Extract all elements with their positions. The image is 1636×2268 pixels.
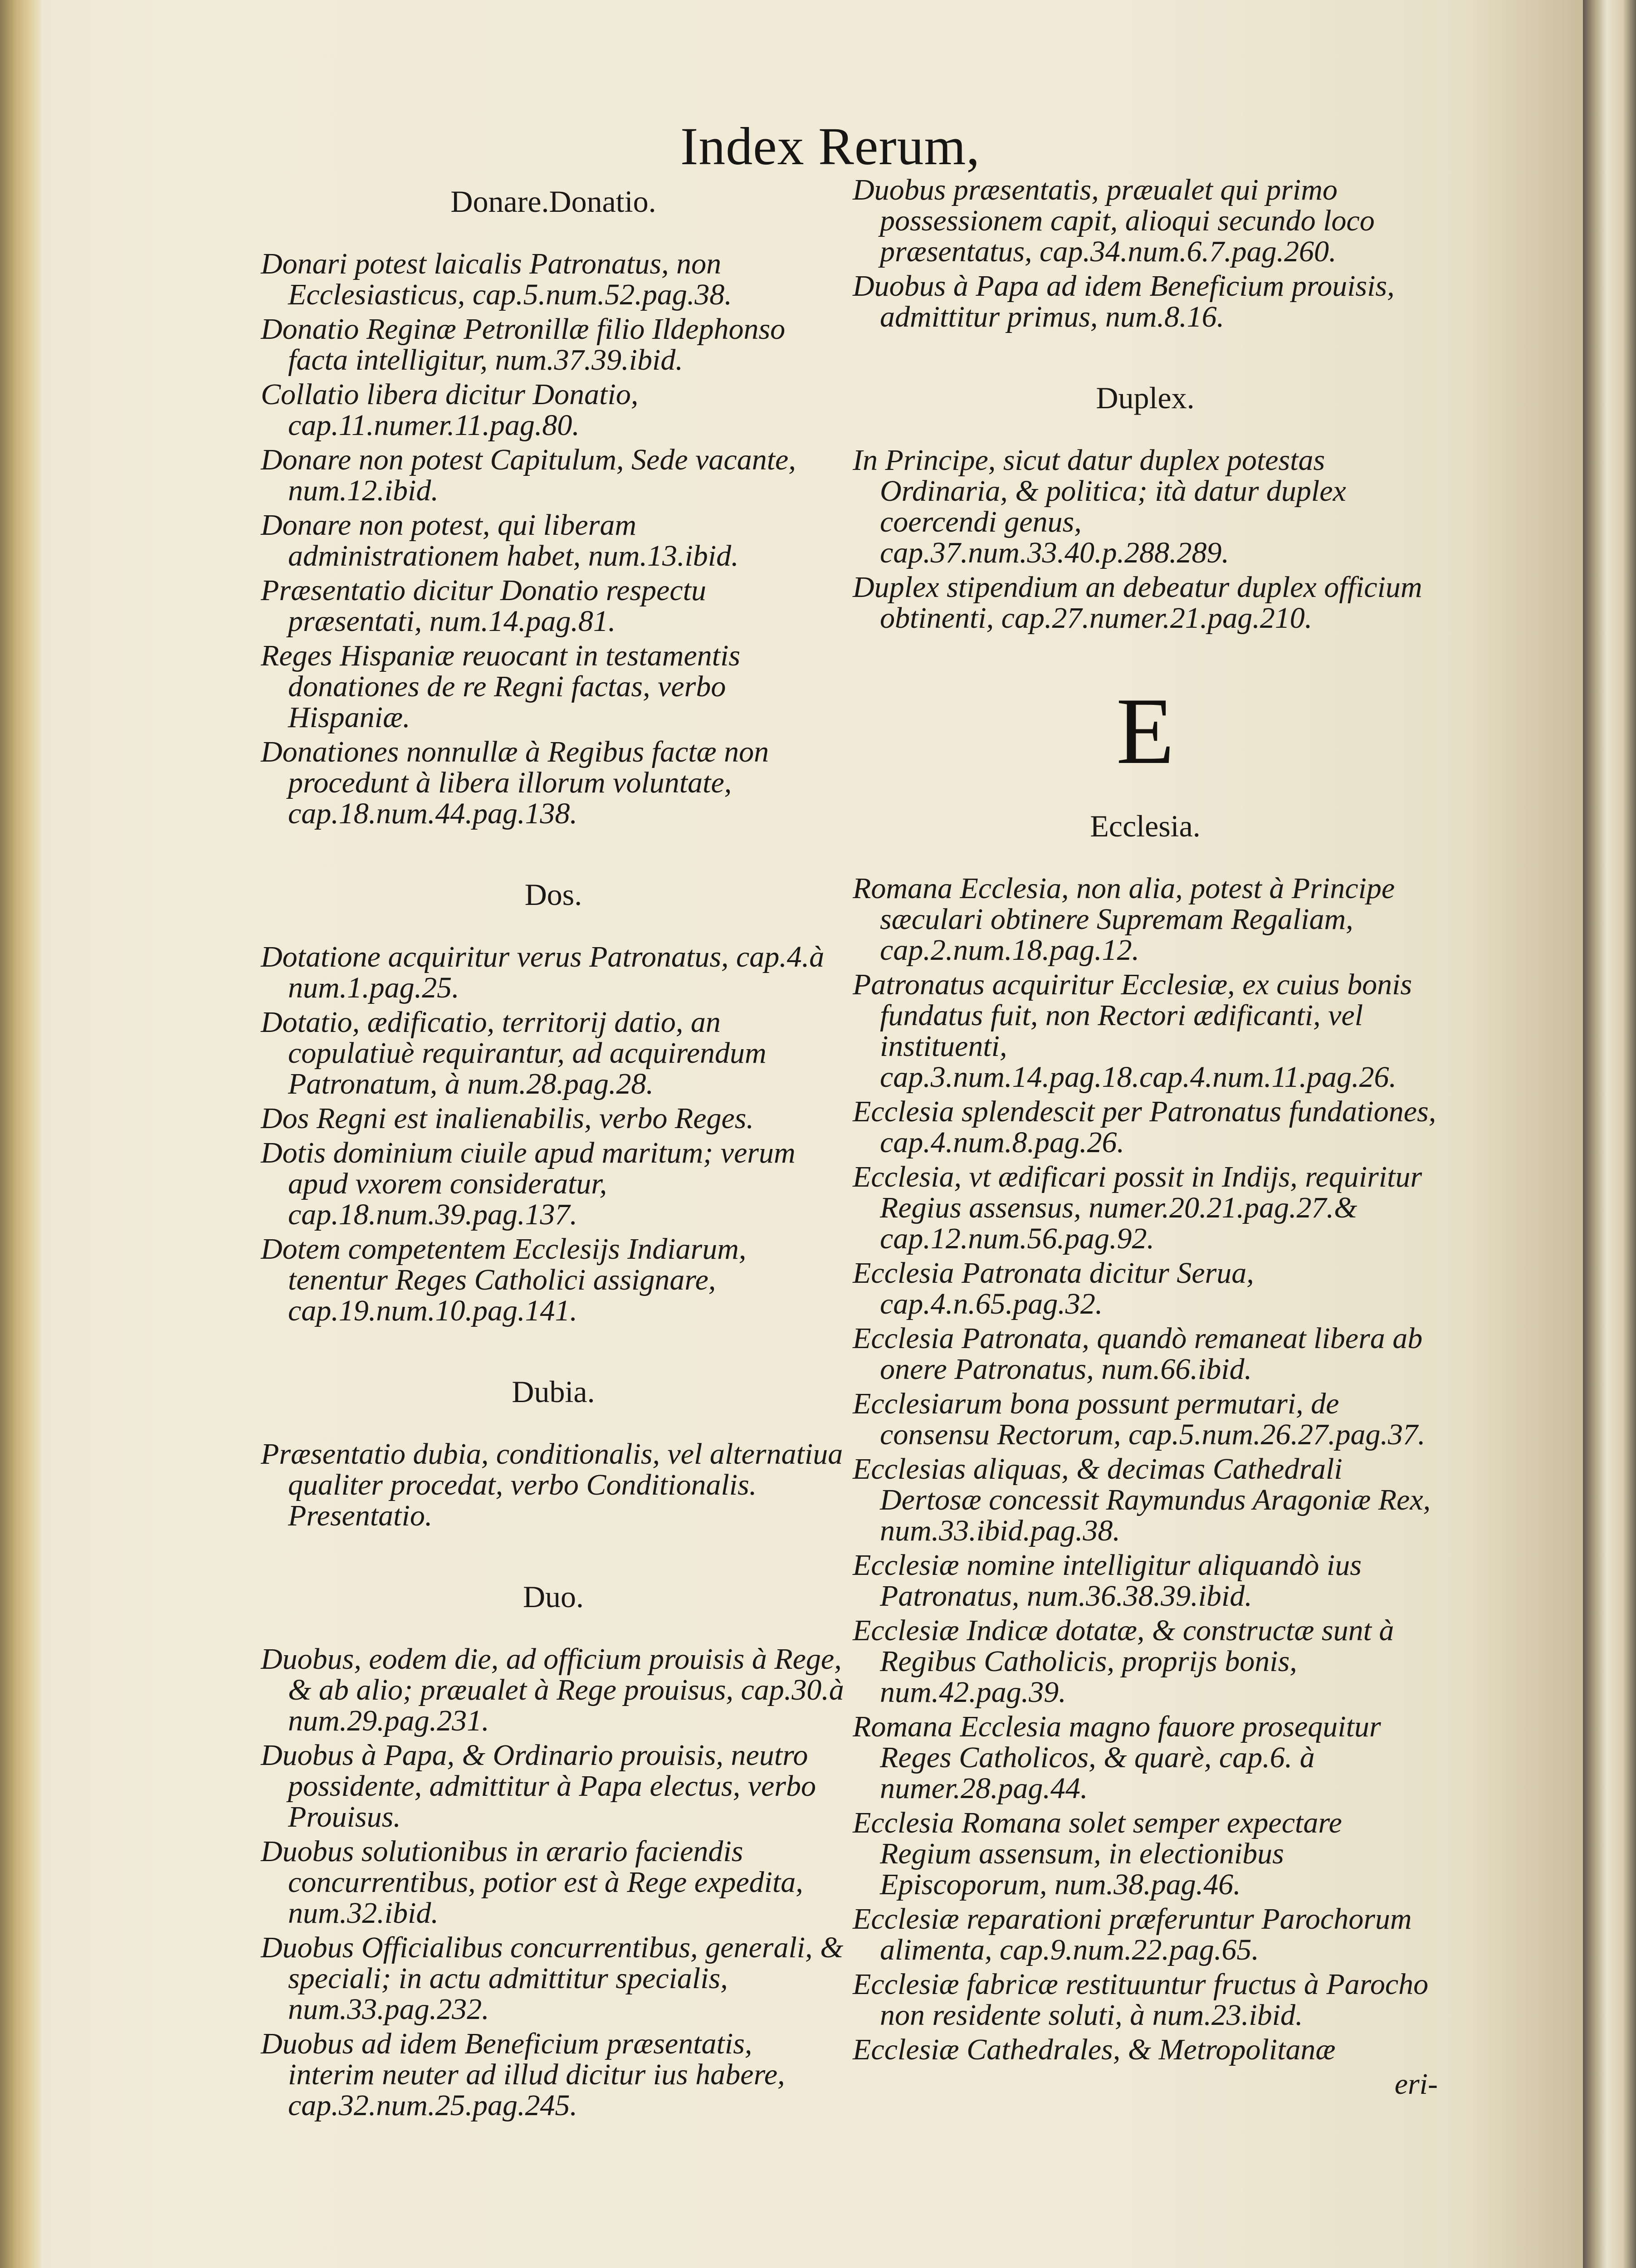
index-entry: Ecclesia, vt ædificari possit in Indijs, requiritur Regius assensus, numer.20.21.pag.27.& cap.12.num.56.pag.92. bbox=[853, 1160, 1422, 1255]
index-entry: Duobus Officialibus concurrentibus, generali, & speciali; in actu admittitur specialis, num.33.pag.232. bbox=[261, 1931, 844, 2026]
right-page-edge bbox=[1583, 0, 1636, 2268]
index-entry: Duobus præsentatis, præualet qui primo possessionem capit, alioqui secundo loco præsentatus, cap.34.num.6.7.pag.260. bbox=[853, 173, 1375, 268]
section-heading: Donare.Donatio. bbox=[450, 184, 656, 219]
index-entry: Dos Regni est inalienabilis, verbo Reges. bbox=[261, 1102, 754, 1135]
section-heading: Dubia. bbox=[512, 1374, 595, 1409]
index-entry: Donatio Reginæ Petronillæ filio Ildephonso facta intelligitur, num.37.39.ibid. bbox=[261, 313, 786, 376]
left-column bbox=[261, 186, 846, 2125]
index-entry: Duplex stipendium an debeatur duplex officium obtinenti, cap.27.numer.21.pag.210. bbox=[853, 571, 1422, 635]
index-entry: Ecclesia splendescit per Patronatus fundationes, cap.4.num.8.pag.26. bbox=[853, 1095, 1436, 1159]
index-entry: Donare non potest Capitulum, Sede vacante, num.12.ibid. bbox=[261, 443, 796, 507]
index-entry: Ecclesia Romana solet semper expectare Regium assensum, in electionibus Episcoporum, num.38.pag.46. bbox=[853, 1806, 1342, 1901]
index-entry: Duobus à Papa, & Ordinario prouisis, neutro possidente, admittitur à Papa electus, verbo Prouisus. bbox=[261, 1739, 816, 1833]
index-entry: Ecclesiæ nomine intelligitur aliquandò ius Patronatus, num.36.38.39.ibid. bbox=[853, 1549, 1362, 1613]
left-page-edge bbox=[0, 0, 41, 2268]
index-entry: Donationes nonnullæ à Regibus factæ non procedunt à libera illorum voluntate, cap.18.num.44.pag.138. bbox=[261, 735, 769, 830]
index-entry: Dotem competentem Ecclesijs Indiarum, tenentur Reges Catholici assignare, cap.19.num.10.pag.141. bbox=[261, 1232, 747, 1327]
index-entry: Ecclesiæ reparationi præferuntur Parochorum alimenta, cap.9.num.22.pag.65. bbox=[853, 1902, 1412, 1966]
index-entry: Ecclesia Patronata dicitur Serua, cap.4.n.65.pag.32. bbox=[853, 1256, 1254, 1320]
alphabet-letter: E bbox=[1116, 679, 1175, 784]
right-column bbox=[853, 175, 1438, 2100]
index-entry: Ecclesia Patronata, quandò remaneat libera ab onere Patronatus, num.66.ibid. bbox=[853, 1322, 1423, 1386]
index-entry: Præsentatio dubia, conditionalis, vel alternatiua qualiter procedat, verbo Conditionalis. Presentatio. bbox=[261, 1437, 843, 1532]
index-entry: Reges Hispaniæ reuocant in testamentis donationes de re Regni factas, verbo Hispaniæ. bbox=[261, 639, 741, 734]
index-entry: Dotatione acquiritur verus Patronatus, cap.4.à num.1.pag.25. bbox=[261, 940, 825, 1004]
index-entry: Dotatio, ædificatio, territorij datio, an copulatiuè requirantur, ad acquirendum Patronatum, à num.28.pag.28. bbox=[261, 1006, 767, 1100]
index-entry: Ecclesias aliquas, & decimas Cathedrali Dertosæ concessit Raymundus Aragoniæ Rex, num.33.ibid.pag.38. bbox=[853, 1452, 1431, 1547]
section-heading: Duplex. bbox=[1096, 381, 1195, 415]
index-entry: Patronatus acquiritur Ecclesiæ, ex cuius bonis fundatus fuit, non Rectori ædificanti, vel instituenti, cap.3.num.14.pag.18.cap.4.num.11.pag.26. bbox=[853, 968, 1412, 1094]
index-entry: Donare non potest, qui liberam administrationem habet, num.13.ibid. bbox=[261, 508, 739, 572]
index-entry: In Principe, sicut datur duplex potestas Ordinaria, & politica; ità datur duplex coercendi genus, cap.37.num.33.40.p.288.289. bbox=[853, 444, 1346, 569]
index-entry: Donari potest laicalis Patronatus, non Ecclesiasticus, cap.5.num.52.pag.38. bbox=[261, 247, 732, 311]
section-heading: Duo. bbox=[523, 1579, 584, 1614]
index-entry: Ecclesiæ Indicæ dotatæ, & constructæ sunt à Regibus Catholicis, proprijs bonis, num.42.pag.39. bbox=[853, 1614, 1394, 1709]
index-entry: Ecclesiarum bona possunt permutari, de consensu Rectorum, cap.5.num.26.27.pag.37. bbox=[853, 1387, 1426, 1451]
index-entry: Ecclesiæ Cathedrales, & Metropolitanæ bbox=[853, 2033, 1336, 2066]
index-entry: Duobus à Papa ad idem Beneficium prouisis, admittitur primus, num.8.16. bbox=[853, 269, 1395, 333]
index-entry: Duobus ad idem Beneficium præsentatis, interim neuter ad illud dicitur ius habere, cap.32.num.25.pag.245. bbox=[261, 2027, 785, 2122]
index-entry: Ecclesiæ fabricæ restituuntur fructus à Parocho non residente soluti, à num.23.ibid. bbox=[853, 1968, 1429, 2032]
catchword: eri- bbox=[1394, 2068, 1438, 2101]
section-heading: Ecclesia. bbox=[1090, 809, 1201, 843]
running-head: Index Rerum, bbox=[680, 117, 980, 176]
index-entry: Præsentatio dicitur Donatio respectu præsentati, num.14.pag.81. bbox=[261, 574, 706, 638]
index-entry: Duobus solutionibus in ærario faciendis concurrentibus, potior est à Rege expedita, num.32.ibid. bbox=[261, 1835, 803, 1930]
index-entry: Romana Ecclesia magno fauore prosequitur Reges Catholicos, & quarè, cap.6. à numer.28.pag.44. bbox=[853, 1710, 1381, 1805]
index-entry: Romana Ecclesia, non alia, potest à Principe sæculari obtinere Supremam Regaliam, cap.2.num.18.pag.12. bbox=[853, 872, 1395, 967]
index-entry: Dotis dominium ciuile apud maritum; verum apud vxorem consideratur, cap.18.num.39.pag.137. bbox=[261, 1136, 796, 1231]
index-entry: Duobus, eodem die, ad officium prouisis à Rege, & ab alio; præualet à Rege prouisus, cap.30.à num.29.pag.231. bbox=[261, 1642, 844, 1737]
index-entry: Collatio libera dicitur Donatio, cap.11.numer.11.pag.80. bbox=[261, 378, 639, 442]
section-heading: Dos. bbox=[524, 877, 582, 912]
